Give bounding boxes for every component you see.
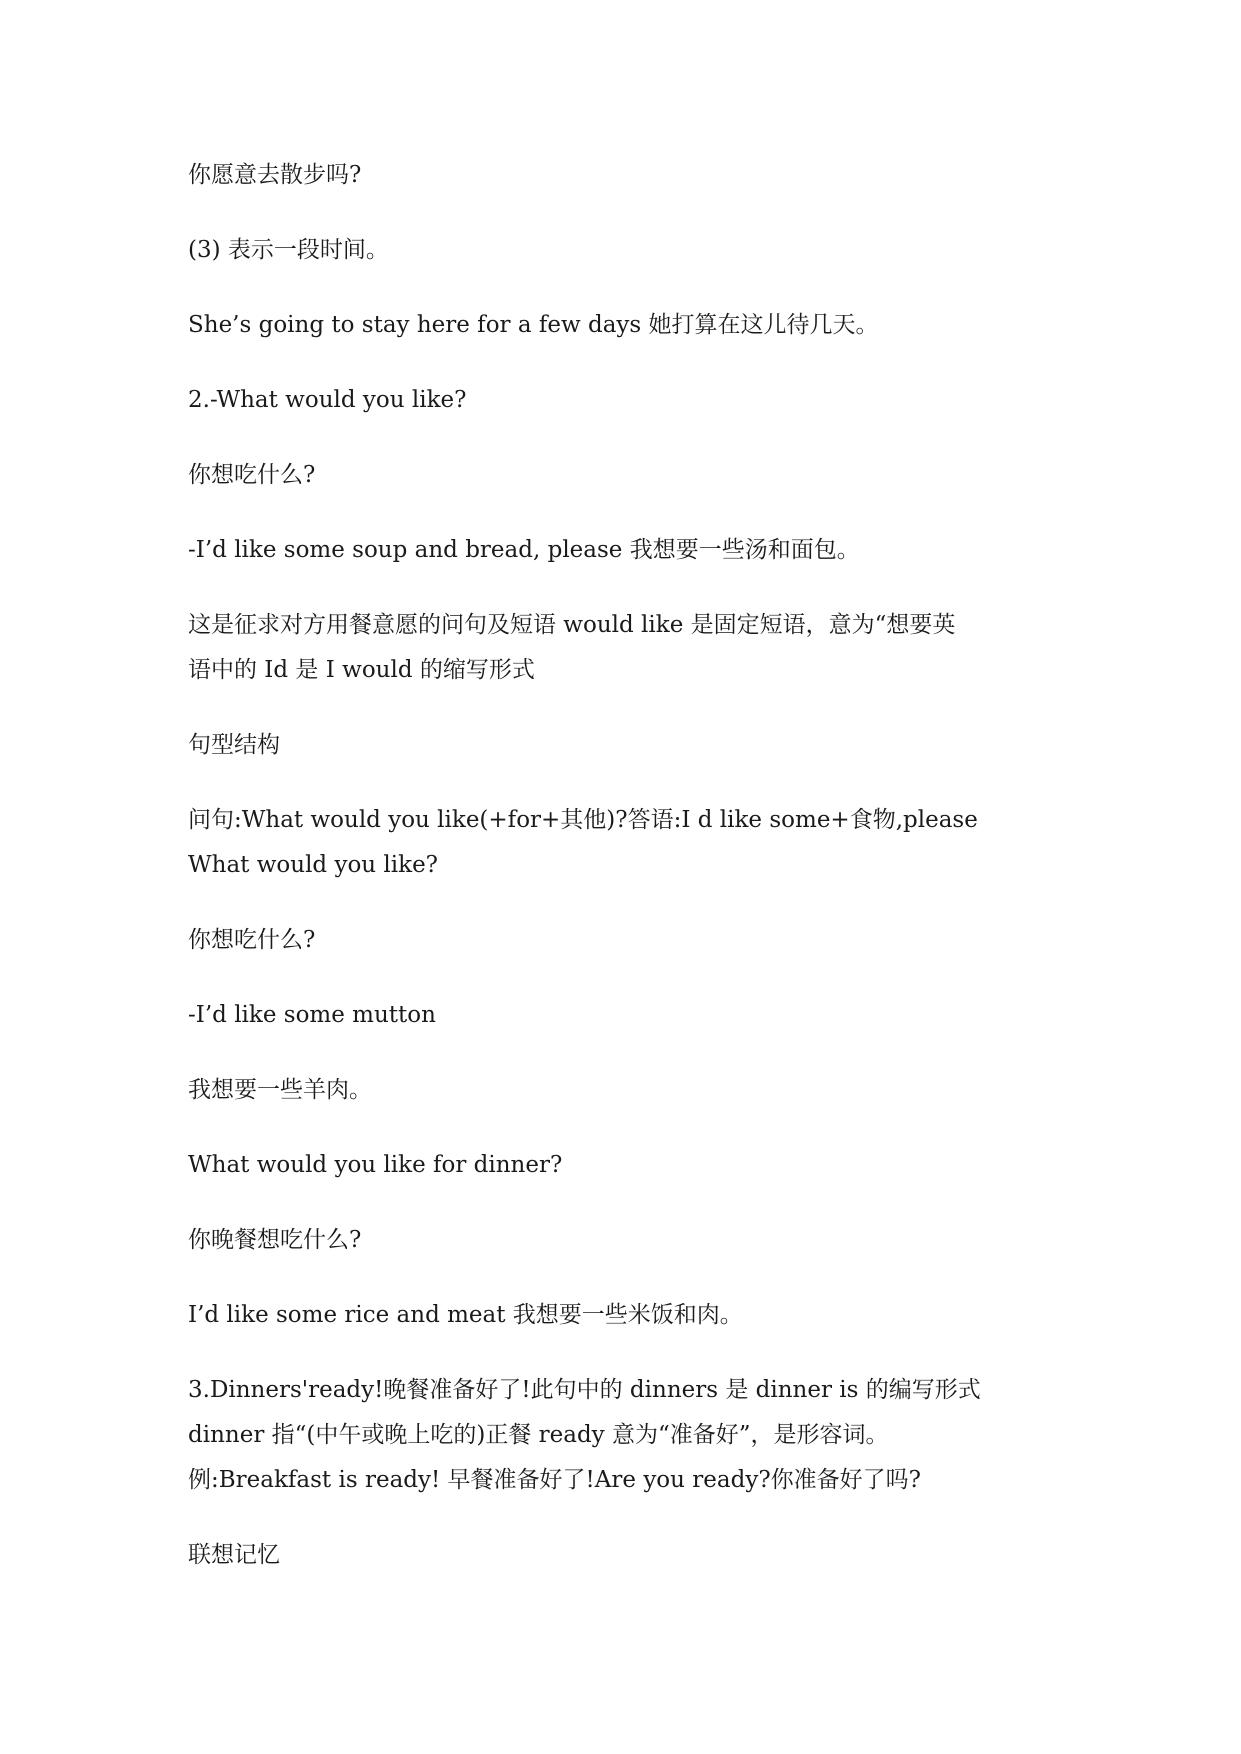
text-line: 我想要一些羊肉。 — [188, 1077, 372, 1103]
text-line: I’d like some rice and meat 我想要一些米饭和肉。 — [188, 1302, 743, 1328]
text-line: 联想记忆 — [188, 1542, 280, 1568]
text-line: 语中的 Id 是 I would 的缩写形式 — [188, 657, 535, 683]
text-line: She’s going to stay here for a few days 她打算在这儿待几天。 — [188, 312, 879, 338]
text-line: 你愿意去散步吗? — [188, 162, 362, 188]
text-line: dinner 指“(中午或晚上吃的)正餐 ready 意为“准备好”，是形容词。 — [188, 1422, 889, 1448]
text-line: 你晚餐想吃什么? — [188, 1227, 362, 1253]
text-line: 例:Breakfast is ready! 早餐准备好了!Are you ready?你准备好了吗? — [188, 1467, 921, 1493]
text-line: -I’d like some soup and bread, please 我想要一些汤和面包。 — [188, 537, 860, 563]
text-line: 问句:What would you like(+for+其他)?答语:I d like some+食物,please — [188, 807, 978, 833]
text-line: 句型结构 — [188, 732, 280, 758]
text-line: 这是征求对方用餐意愿的问句及短语 would like 是固定短语，意为“想要英 — [188, 612, 956, 638]
text-line: 你想吃什么? — [188, 462, 316, 488]
text-line: 你想吃什么? — [188, 927, 316, 953]
text-line: What would you like for dinner? — [188, 1152, 563, 1178]
text-line: 3.Dinners'ready!晚餐准备好了!此句中的 dinners 是 dinner is 的编写形式 — [188, 1377, 981, 1403]
text-line: 2.-What would you like? — [188, 387, 467, 413]
text-line: What would you like? — [188, 852, 439, 878]
text-line: (3) 表示一段时间。 — [188, 237, 389, 263]
text-line: -I’d like some mutton — [188, 1002, 436, 1028]
